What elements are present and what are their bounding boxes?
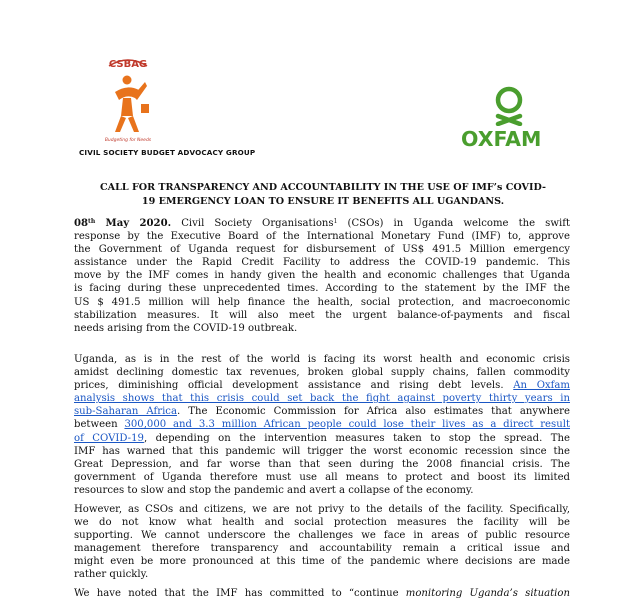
oxfam-analysis-link[interactable]: sub-Saharan Africa xyxy=(74,406,177,418)
paragraph-3 xyxy=(74,503,570,582)
text-line: sub-Saharan Africa. The Economic Commission for Africa also estimates that anywhere xyxy=(74,406,570,418)
document-title xyxy=(78,181,568,209)
text-line: amidst declining domestic tax revenues, broken global supply chains, fallen commodity xyxy=(74,367,570,379)
footnote-marker[interactable]: 1 xyxy=(333,218,338,225)
text-line xyxy=(74,392,570,405)
date: 08th May 2020. xyxy=(74,218,172,229)
text-line: 08th May 2020. Civil Society Organisations$^1$ (CSOs) in Uganda welcome the swift xyxy=(74,218,571,229)
oxfam-analysis-link[interactable]: analysis shows that this crisis could set back the fight against poverty thirty years in xyxy=(74,393,570,405)
text-line: assistance under the Rapid Credit Facility to address the COVID-19 pandemic. This xyxy=(74,257,570,269)
csbag-caption: CIVIL SOCIETY BUDGET ADVOCACY GROUP xyxy=(79,148,256,157)
text-line: resources to slow and stop the pandemic and avert a collapse of the economy. xyxy=(74,484,474,496)
svg-text:Budgeting for Needs: Budgeting for Needs xyxy=(104,138,152,143)
eca-estimate-link[interactable]: of COVID-19 xyxy=(74,432,144,444)
paragraph-1 xyxy=(74,215,570,335)
text-line: supporting. We cannot underscore the challenges we face in areas of public resource xyxy=(74,530,570,542)
text-line: move by the IMF comes in handy given the health and economic challenges that Uganda xyxy=(74,270,570,282)
paragraph-4 xyxy=(74,587,570,600)
text-line: Uganda, as is in the rest of the world is facing its worst health and economic crisis xyxy=(74,354,570,365)
paragraph-2 xyxy=(74,353,570,497)
text-line: needs arising from the COVID-19 outbreak. xyxy=(74,322,298,334)
text-line: government of Uganda therefore must use all means to protect and boost its limited xyxy=(74,471,570,483)
text-line: US $ 491.5 million will help finance the health, social protection, and macroeconomic xyxy=(74,296,570,308)
text-line: the Government of Uganda request for disbursement of US$ 491.5 Million emergency xyxy=(74,244,570,256)
text-line: response by the Executive Board of the International Monetary Fund (IMF) to, approve xyxy=(74,231,570,243)
title-line-2: 19 EMERGENCY LOAN TO ENSURE IT BENEFITS ALL UGANDANS. xyxy=(141,196,505,207)
text-line: between 300,000 and 3.3 million African people could lose their lives as a direct result xyxy=(74,419,570,431)
text-line: management therefore transparency and accountability remain a critical issue and xyxy=(74,543,570,555)
title-line-1: CALL FOR TRANSPARENCY AND ACCOUNTABILITY IN THE USE OF IMF’s COVID- xyxy=(100,182,546,193)
text-line: might even be more pronounced at this time of the pandemic where decisions are made xyxy=(74,556,570,568)
oxfam-wordmark: OXFAM xyxy=(461,127,542,151)
csbag-logo xyxy=(103,52,153,144)
svg-text:CSBAG: CSBAG xyxy=(108,59,148,70)
text-line: stabilization measures. It will also meet the urgent balance-of-payments and fiscal xyxy=(74,309,570,321)
oxfam-analysis-link[interactable]: An Oxfam xyxy=(513,380,571,392)
text-line: We have noted that the IMF has committed to “continue monitoring Uganda’s situation xyxy=(74,588,570,599)
text-line: IMF has warned that this pandemic will trigger the worst economic recession since the xyxy=(74,445,570,457)
text-line: we do not know what health and social protection measures the facility will be xyxy=(74,517,570,529)
text-line: However, as CSOs and citizens, we are not privy to the details of the facility. Specifically, xyxy=(74,504,570,515)
text-line: is facing during these unprecedented times. According to the statement by the IMF the xyxy=(74,283,570,295)
text-line: Great Depression, and far worse than that seen during the 2008 financial crisis. The xyxy=(74,458,570,470)
oxfam-logo-icon xyxy=(490,86,528,126)
eca-estimate-link[interactable]: 300,000 and 3.3 million African people could lose their lives as a direct result xyxy=(124,419,570,431)
text-line: prices, diminishing official development assistance and rising debt levels. An Oxfam xyxy=(74,380,571,392)
text-line: of COVID-19, depending on the intervention measures taken to stop the spread. The xyxy=(74,432,571,444)
text-line: rather quickly. xyxy=(74,569,149,581)
